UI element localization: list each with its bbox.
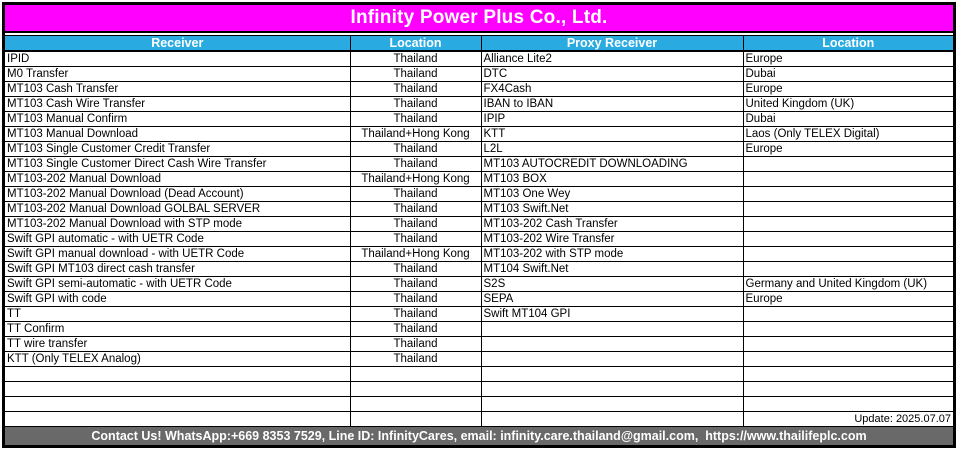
table-row xyxy=(5,112,953,127)
proxy-receiver-cell: MT103 Swift.Net xyxy=(481,202,743,217)
proxy-receiver-cell xyxy=(481,412,743,427)
proxy-location-cell xyxy=(743,247,953,262)
receiver-cell: M0 Transfer xyxy=(5,67,350,82)
receiver-cell: Swift GPI with code xyxy=(5,292,350,307)
table-row xyxy=(5,277,953,292)
table-row xyxy=(5,232,953,247)
proxy-receiver-cell: SEPA xyxy=(481,292,743,307)
proxy-location-cell: Dubai xyxy=(743,112,953,127)
proxy-location-cell xyxy=(743,172,953,187)
proxy-receiver-cell xyxy=(481,322,743,337)
receiver-cell: TT wire transfer xyxy=(5,337,350,352)
proxy-receiver-cell: MT103 One Wey xyxy=(481,187,743,202)
location-cell: Thailand xyxy=(350,217,481,232)
receiver-table xyxy=(5,35,953,427)
proxy-receiver-cell: L2L xyxy=(481,142,743,157)
receiver-cell: Swift GPI automatic - with UETR Code xyxy=(5,232,350,247)
receiver-cell: MT103-202 Manual Download xyxy=(5,172,350,187)
proxy-receiver-cell xyxy=(481,382,743,397)
receiver-cell: Swift GPI MT103 direct cash transfer xyxy=(5,262,350,277)
proxy-location-cell xyxy=(743,202,953,217)
proxy-location-cell: Laos (Only TELEX Digital) xyxy=(743,127,953,142)
table-row xyxy=(5,322,953,337)
table-body xyxy=(5,51,953,427)
proxy-receiver-cell: Swift MT104 GPI xyxy=(481,307,743,322)
proxy-location-cell xyxy=(743,187,953,202)
table-row xyxy=(5,157,953,172)
table-row xyxy=(5,67,953,82)
location-cell: Thailand xyxy=(350,337,481,352)
table-row xyxy=(5,352,953,367)
receiver-cell xyxy=(5,397,350,412)
proxy-location-cell: Update: 2025.07.07 xyxy=(743,412,953,427)
proxy-location-cell xyxy=(743,262,953,277)
receiver-cell: KTT (Only TELEX Analog) xyxy=(5,352,350,367)
location-cell: Thailand xyxy=(350,277,481,292)
proxy-location-cell: Europe xyxy=(743,82,953,97)
proxy-receiver-cell: MT103 AUTOCREDIT DOWNLOADING xyxy=(481,157,743,172)
receiver-cell: MT103 Cash Transfer xyxy=(5,82,350,97)
table-row xyxy=(5,82,953,97)
receiver-cell: MT103 Manual Download xyxy=(5,127,350,142)
column-header-location: Location xyxy=(350,36,481,52)
location-cell xyxy=(350,382,481,397)
table-row xyxy=(5,397,953,412)
location-cell: Thailand+Hong Kong xyxy=(350,247,481,262)
proxy-receiver-cell: FX4Cash xyxy=(481,82,743,97)
proxy-receiver-cell xyxy=(481,397,743,412)
proxy-receiver-cell xyxy=(481,352,743,367)
proxy-location-cell: United Kingdom (UK) xyxy=(743,97,953,112)
proxy-location-cell xyxy=(743,337,953,352)
location-cell: Thailand xyxy=(350,202,481,217)
location-cell: Thailand xyxy=(350,232,481,247)
column-header-proxy-receiver: Proxy Receiver xyxy=(481,36,743,52)
proxy-receiver-cell: IBAN to IBAN xyxy=(481,97,743,112)
column-header-proxy-location: Location xyxy=(743,36,953,52)
table-row xyxy=(5,142,953,157)
table-row xyxy=(5,202,953,217)
location-cell: Thailand xyxy=(350,187,481,202)
location-cell: Thailand xyxy=(350,322,481,337)
table-row xyxy=(5,127,953,142)
table-row xyxy=(5,187,953,202)
receiver-cell: TT Confirm xyxy=(5,322,350,337)
location-cell: Thailand xyxy=(350,82,481,97)
table-row xyxy=(5,51,953,67)
proxy-receiver-cell: DTC xyxy=(481,67,743,82)
location-cell: Thailand xyxy=(350,51,481,67)
proxy-location-cell xyxy=(743,307,953,322)
proxy-location-cell xyxy=(743,367,953,382)
proxy-location-cell xyxy=(743,352,953,367)
proxy-location-cell: Germany and United Kingdom (UK) xyxy=(743,277,953,292)
column-header-receiver: Receiver xyxy=(5,36,350,52)
proxy-location-cell xyxy=(743,322,953,337)
proxy-location-cell: Europe xyxy=(743,51,953,67)
proxy-receiver-cell xyxy=(481,367,743,382)
receiver-cell: TT xyxy=(5,307,350,322)
proxy-receiver-cell: MT103-202 with STP mode xyxy=(481,247,743,262)
proxy-receiver-cell: Alliance Lite2 xyxy=(481,51,743,67)
proxy-location-cell xyxy=(743,397,953,412)
receiver-cell: MT103-202 Manual Download GOLBAL SERVER xyxy=(5,202,350,217)
table-row xyxy=(5,412,953,427)
receiver-cell: MT103 Single Customer Credit Transfer xyxy=(5,142,350,157)
location-cell: Thailand+Hong Kong xyxy=(350,127,481,142)
proxy-receiver-cell: MT104 Swift.Net xyxy=(481,262,743,277)
company-title: Infinity Power Plus Co., Ltd. xyxy=(5,5,953,33)
header-row xyxy=(5,36,953,52)
location-cell xyxy=(350,397,481,412)
receiver-cell: MT103 Manual Confirm xyxy=(5,112,350,127)
receiver-cell: MT103 Cash Wire Transfer xyxy=(5,97,350,112)
receiver-cell: MT103 Single Customer Direct Cash Wire Transfer xyxy=(5,157,350,172)
proxy-receiver-cell: MT103-202 Cash Transfer xyxy=(481,217,743,232)
location-cell: Thailand xyxy=(350,157,481,172)
table-row xyxy=(5,382,953,397)
table-row xyxy=(5,247,953,262)
receiver-cell: MT103-202 Manual Download with STP mode xyxy=(5,217,350,232)
location-cell: Thailand xyxy=(350,292,481,307)
receiver-cell: Swift GPI semi-automatic - with UETR Code xyxy=(5,277,350,292)
proxy-receiver-cell: KTT xyxy=(481,127,743,142)
rate-sheet xyxy=(2,2,956,448)
receiver-cell xyxy=(5,412,350,427)
location-cell: Thailand xyxy=(350,352,481,367)
table-row xyxy=(5,217,953,232)
proxy-location-cell xyxy=(743,157,953,172)
location-cell: Thailand+Hong Kong xyxy=(350,172,481,187)
location-cell xyxy=(350,367,481,382)
location-cell: Thailand xyxy=(350,307,481,322)
table-row xyxy=(5,292,953,307)
table-row xyxy=(5,97,953,112)
receiver-cell: MT103-202 Manual Download (Dead Account) xyxy=(5,187,350,202)
contact-footer: Contact Us! WhatsApp:+669 8353 7529, Line ID: InfinityCares, email: infinity.care.thailand@gmail.com, https://www.thailifeplc.com xyxy=(5,427,953,445)
proxy-receiver-cell: MT103-202 Wire Transfer xyxy=(481,232,743,247)
proxy-receiver-cell: IPIP xyxy=(481,112,743,127)
location-cell: Thailand xyxy=(350,67,481,82)
receiver-cell xyxy=(5,382,350,397)
location-cell: Thailand xyxy=(350,142,481,157)
proxy-location-cell: Europe xyxy=(743,142,953,157)
table-row xyxy=(5,367,953,382)
proxy-receiver-cell xyxy=(481,337,743,352)
receiver-cell xyxy=(5,367,350,382)
table-row xyxy=(5,307,953,322)
proxy-location-cell xyxy=(743,217,953,232)
receiver-cell: IPID xyxy=(5,51,350,67)
receiver-cell: Swift GPI manual download - with UETR Code xyxy=(5,247,350,262)
proxy-receiver-cell: MT103 BOX xyxy=(481,172,743,187)
proxy-location-cell: Dubai xyxy=(743,67,953,82)
proxy-location-cell: Europe xyxy=(743,292,953,307)
location-cell: Thailand xyxy=(350,97,481,112)
table-row xyxy=(5,337,953,352)
location-cell xyxy=(350,412,481,427)
table-row xyxy=(5,172,953,187)
location-cell: Thailand xyxy=(350,262,481,277)
proxy-location-cell xyxy=(743,382,953,397)
proxy-receiver-cell: S2S xyxy=(481,277,743,292)
proxy-location-cell xyxy=(743,232,953,247)
table-row xyxy=(5,262,953,277)
location-cell: Thailand xyxy=(350,112,481,127)
